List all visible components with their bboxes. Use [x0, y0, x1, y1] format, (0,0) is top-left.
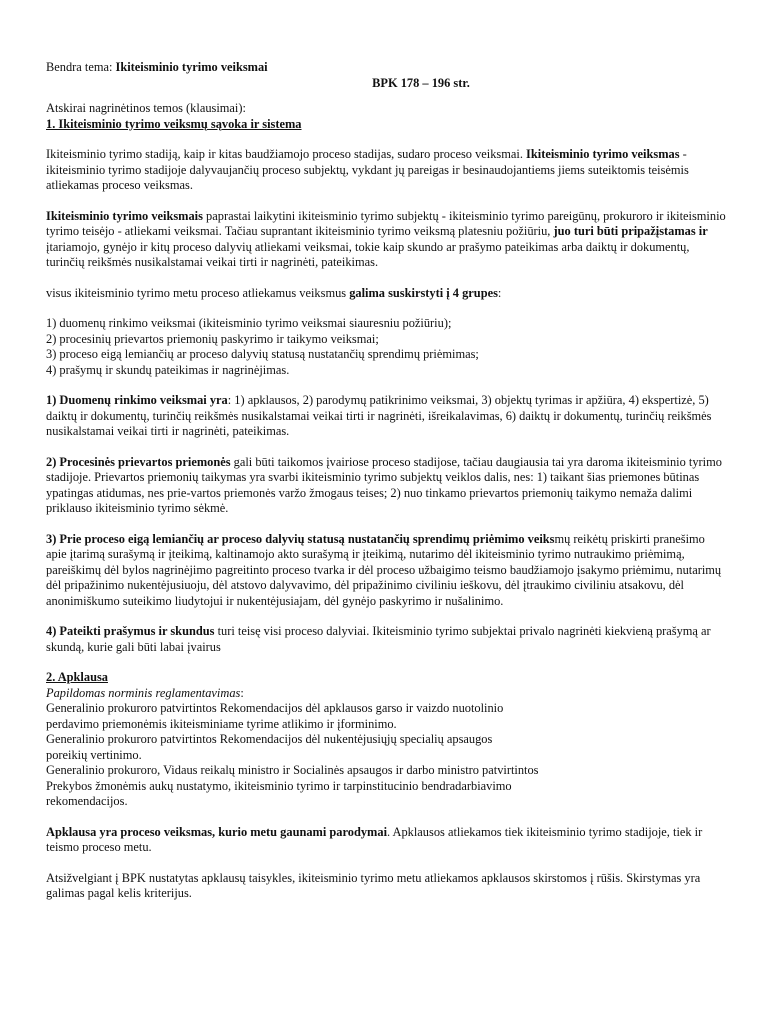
list-item: 4) prašymų ir skundų pateikimas ir nagrinėjimas.	[46, 362, 290, 377]
group-1-paragraph: 1) Duomenų rinkimo veiksmai yra: 1) apklausos, 2) parodymų patikrinimo veiksmai, 3) objektų tyrimas ir apžiūra, 4) ekspertizė, 5) daiktų ir dokumentų, turinčių reikšmės nusikalstamai veikai tirti ir nagrinėti, išreikalavimas, 6) daiktų ir dokumentų, turinčių reikšmės nusikalstamai veikai tirti ir nagrinėti, pateikimas.	[46, 393, 712, 438]
group-2-paragraph: 2) Procesinės prievartos priemonės gali būti taikomos įvairiose proceso stadijose, tačiau daugiausia tai yra daroma ikiteisminio tyrimo stadijoje. Prievartos priemonių taikymas yra svarbi ikiteisminio tyrimo subjektų veiklos dalis, nes: 1) taikant šias priemones būtinas ypatingas atidumas, nes prie-vartos priemonės varžo žmogaus teises; 2) nuo tinkamo prievartos priemonių taikymo nemaža dalimi priklauso ikiteisminio tyrimo sėkmė.	[46, 454, 722, 515]
bpk-reference: BPK 178 – 196 str.	[372, 75, 470, 90]
heading-1: 1. Ikiteisminio tyrimo veiksmų sąvoka ir sistema	[46, 116, 302, 131]
regulation-line: Prekybos žmonėmis aukų nustatymo, ikiteisminio tyrimo ir tarpinstitucinio bendradarbiavimo	[46, 778, 512, 793]
topic-label: Bendra tema:	[46, 60, 116, 74]
list-item: 2) procesinių prievartos priemonių paskyrimo ir taikymo veiksmai;	[46, 331, 379, 346]
list-item: 1) duomenų rinkimo veiksmai (ikiteisminio tyrimo veiksmai siauresniu požiūriu);	[46, 316, 452, 330]
section1-paragraph-2: Ikiteisminio tyrimo veiksmais paprastai laikytini ikiteisminio tyrimo subjektų - ikiteisminio tyrimo pareigūnų, prokuroro ir ikiteisminio tyrimo teisėjo - atliekami veiksmai. Tačiau suprantant ikiteisminio tyrimo veiksmą platesniu požiūriu, juo turi būti pripažįstamas ir įtariamojo, gynėjo ir kitų proceso dalyvių atliekami veiksmai, tokie kaip skundo ar prašymo pateikimas arba daiktų ir dokumentų, turinčių reikšmės nusikalstamai veikai tirti ir nagrinėti, pateikimas.	[46, 208, 726, 269]
section1-paragraph-1: Ikiteisminio tyrimo stadiją, kaip ir kitas baudžiamojo proceso stadijas, sudaro proceso veiksmai. Ikiteisminio tyrimo veiksmas - ikiteisminio tyrimo stadijoje dalyvaujančių proceso subjektų, vykdant jų pareigas ir besinaudojantiems jiems suteiktomis teisėmis atliekamas proceso veiksmas.	[46, 147, 689, 192]
group-4-paragraph: 4) Pateikti prašymus ir skundus turi teisę visi proceso dalyviai. Ikiteisminio tyrimo subjektai privalo nagrinėti kiekvieną prašymą ar skundą, kurie gali būti labai įvairus	[46, 624, 711, 654]
group-3-paragraph: 3) Prie proceso eigą lemiančių ar proceso dalyvių statusą nustatančių sprendimų priėmimo veiksmų reikėtų priskirti pranešimo apie įtarimą surašymą ir įteikimą, kaltinamojo akto surašymą ir įteikimą, nutarimo dėl ikiteisminio tyrimo nutraukimo priėmimą, pareiškimų dėl bylos nagrinėjimo pagreitinto proceso tvarka ir dėl proceso užbaigimo teismo baudžiamojo įsakymo priėmimu, nutarimų dėl pripažinimo nukentėjusiuoju, dėl atstovo dalyvavimo, dėl pripažinimo civiliniu ieškovu, dėl įtraukimo civiliniu atsakovu, dėl anonimiškumo suteikimo liudytojui ir nukentėjusiajam, dėl gynėjo paskyrimo ir nušalinimo.	[46, 531, 722, 608]
regulation-line: Generalinio prokuroro, Vidaus reikalų ministro ir Socialinės apsaugos ir darbo ministro patvirtintos	[46, 763, 539, 777]
regulation-line: perdavimo priemonėmis ikiteisminiame tyrime atlikimo ir įforminimo.	[46, 716, 397, 731]
section2-paragraph-2: Atsižvelgiant į BPK nustatytas apklausų taisykles, ikiteisminio tyrimo metu atliekamos apklausos skirstomos į rūšis. Skirstymas yra galimas pagal kelis kriterijus.	[46, 870, 701, 900]
topic-title: Ikiteisminio tyrimo veiksmai	[115, 60, 268, 74]
general-topic-line	[46, 60, 726, 76]
document-body	[46, 60, 726, 902]
regulation-line: Generalinio prokuroro patvirtintos Rekomendacijos dėl apklausos garso ir vaizdo nuotolinio	[46, 701, 504, 715]
regulation-line: poreikių vertinimo.	[46, 747, 142, 762]
heading-2: 2. Apklausa	[46, 670, 108, 684]
regulation-line: Generalinio prokuroro patvirtintos Rekomendacijos dėl nukentėjusiųjų specialių apsaugos	[46, 732, 493, 746]
section2-paragraph-1: Apklausa yra proceso veiksmas, kurio metu gaunami parodymai. Apklausos atliekamos tiek ikiteisminio tyrimo stadijoje, tiek ir teismo proceso metu.	[46, 824, 703, 854]
topics-intro: Atskirai nagrinėtinos temos (klausimai):	[46, 101, 246, 115]
regulation-line: rekomendacijos.	[46, 794, 128, 808]
regulation-subtitle: Papildomas norminis reglamentavimas:	[46, 685, 244, 700]
section1-paragraph-3: visus ikiteisminio tyrimo metu proceso atliekamus veiksmus galima suskirstyti į 4 grupes:	[46, 285, 502, 300]
list-item: 3) proceso eigą lemiančių ar proceso dalyvių statusą nustatančių sprendimų priėmimas;	[46, 347, 479, 361]
